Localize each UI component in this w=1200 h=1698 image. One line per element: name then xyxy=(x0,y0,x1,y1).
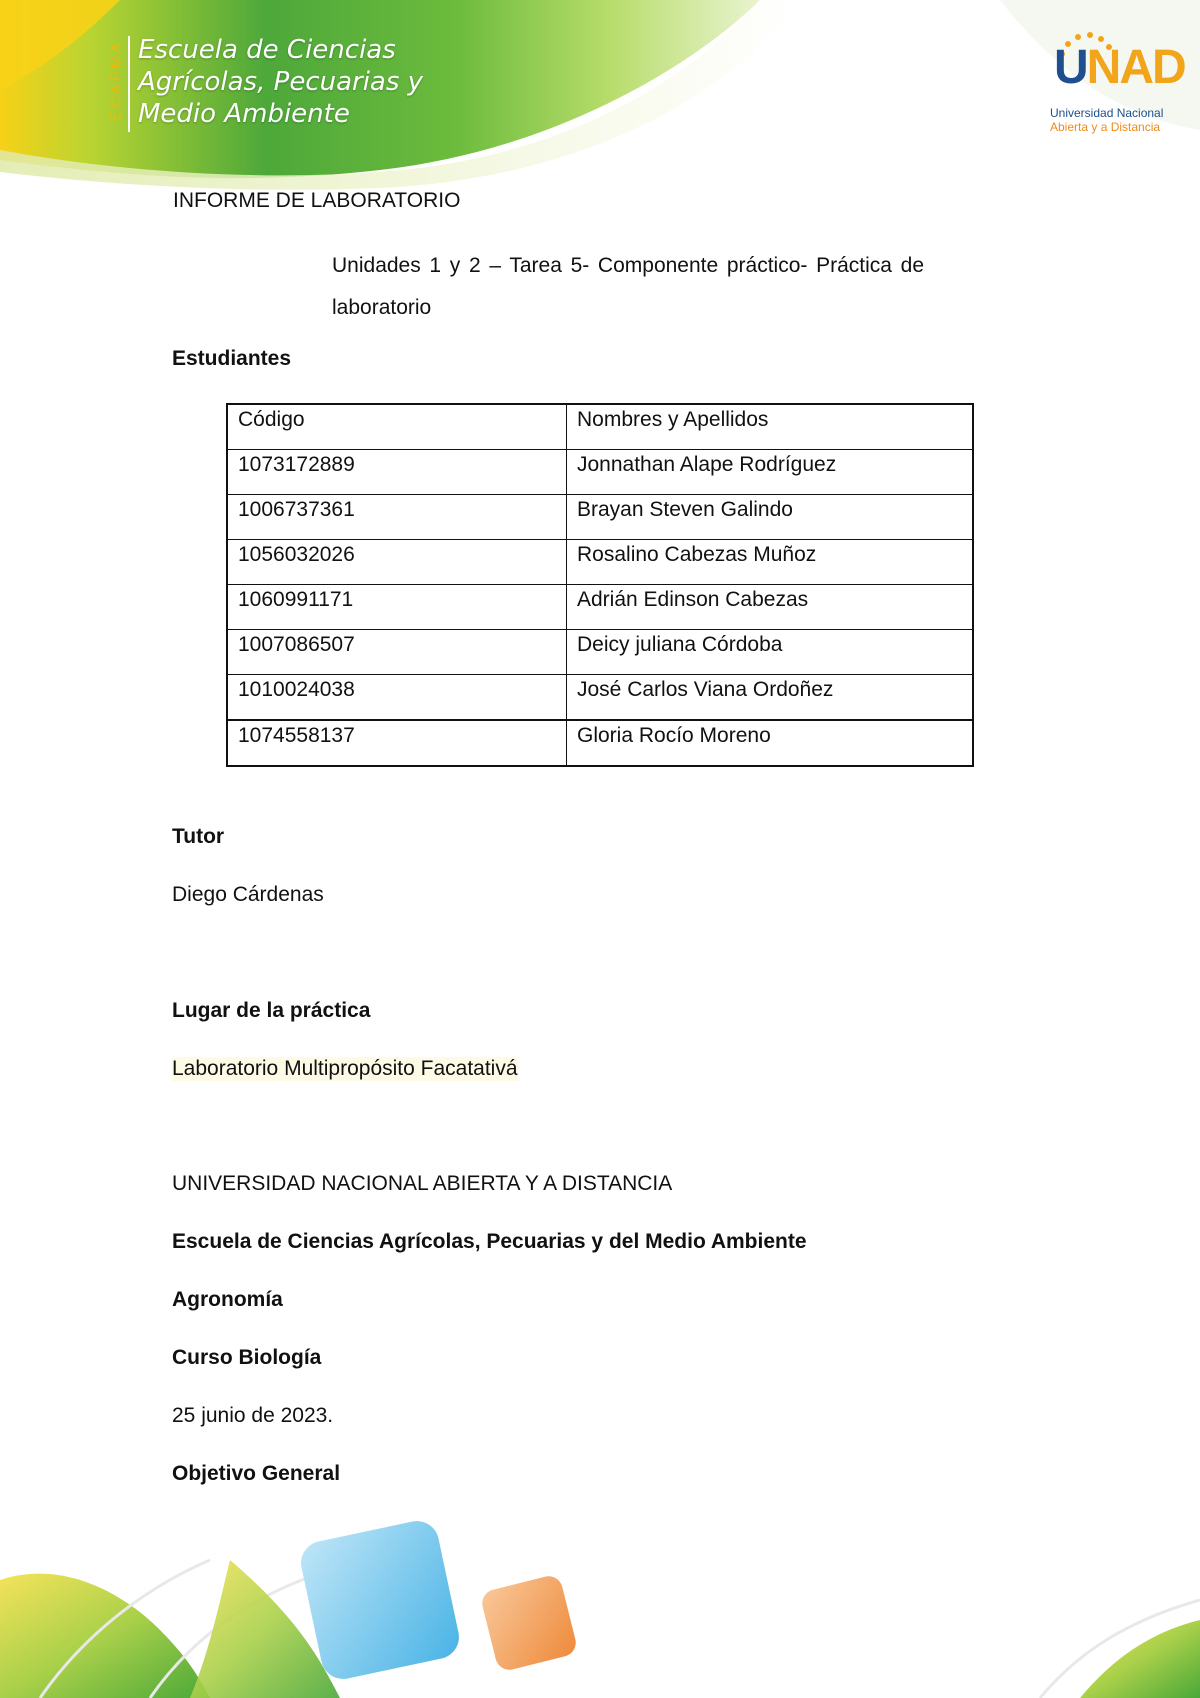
student-name: Deicy juliana Córdoba xyxy=(567,630,974,675)
column-header-code: Código xyxy=(227,404,567,450)
school-name-line-1: Escuela de Ciencias xyxy=(138,35,396,65)
student-code: 1006737361 xyxy=(227,495,567,540)
student-code: 1060991171 xyxy=(227,585,567,630)
unad-wordmark: UNAD xyxy=(1054,41,1185,94)
student-name: Brayan Steven Galindo xyxy=(567,495,974,540)
student-code: 1056032026 xyxy=(227,540,567,585)
table-row xyxy=(227,720,973,766)
footer-decoration xyxy=(0,1500,1200,1698)
course-name: Curso Biología xyxy=(172,1346,322,1369)
student-code: 1073172889 xyxy=(227,450,567,495)
tutor-label: Tutor xyxy=(172,825,225,848)
table-row xyxy=(227,450,973,495)
table-header-row xyxy=(227,404,973,450)
school-name-line-2: Agrícolas, Pecuarias y xyxy=(138,67,424,97)
student-name: Adrián Edinson Cabezas xyxy=(567,585,974,630)
table-row xyxy=(227,540,973,585)
student-code: 1007086507 xyxy=(227,630,567,675)
place-label: Lugar de la práctica xyxy=(172,999,371,1022)
ecapma-text: ECAPMA xyxy=(107,39,125,122)
objective-heading: Objetivo General xyxy=(172,1462,341,1485)
report-subtitle: Unidades 1 y 2 – Tarea 5- Componente práctico- Práctica de laboratorio xyxy=(332,254,924,319)
school-name xyxy=(138,34,458,130)
table-row xyxy=(227,585,973,630)
unad-logo xyxy=(1048,30,1185,140)
students-table xyxy=(226,403,974,767)
student-code: 1010024038 xyxy=(227,675,567,721)
place-value: Laboratorio Multipropósito Facatativá xyxy=(172,1057,518,1080)
table-row xyxy=(227,675,973,721)
table-row xyxy=(227,630,973,675)
student-name: Gloria Rocío Moreno xyxy=(567,720,974,766)
student-name: Jonnathan Alape Rodríguez xyxy=(567,450,974,495)
column-header-name: Nombres y Apellidos xyxy=(567,404,974,450)
student-code: 1074558137 xyxy=(227,720,567,766)
student-name: José Carlos Viana Ordoñez xyxy=(567,675,974,721)
table-row xyxy=(227,495,973,540)
school-full-name: Escuela de Ciencias Agrícolas, Pecuarias y del Medio Ambiente xyxy=(172,1230,807,1253)
tutor-name: Diego Cárdenas xyxy=(172,883,324,906)
students-label: Estudiantes xyxy=(172,347,292,370)
school-name-line-3: Medio Ambiente xyxy=(138,99,350,129)
program-name: Agronomía xyxy=(172,1288,283,1311)
unad-subtitle: Universidad Nacional Abierta y a Distancia xyxy=(1050,106,1164,134)
university-name: UNIVERSIDAD NACIONAL ABIERTA Y A DISTANCIA xyxy=(172,1172,673,1195)
ecapma-badge xyxy=(96,34,126,134)
report-title: INFORME DE LABORATORIO xyxy=(173,189,461,212)
report-date: 25 junio de 2023. xyxy=(172,1404,334,1427)
header-separator xyxy=(128,36,130,132)
student-name: Rosalino Cabezas Muñoz xyxy=(567,540,974,585)
